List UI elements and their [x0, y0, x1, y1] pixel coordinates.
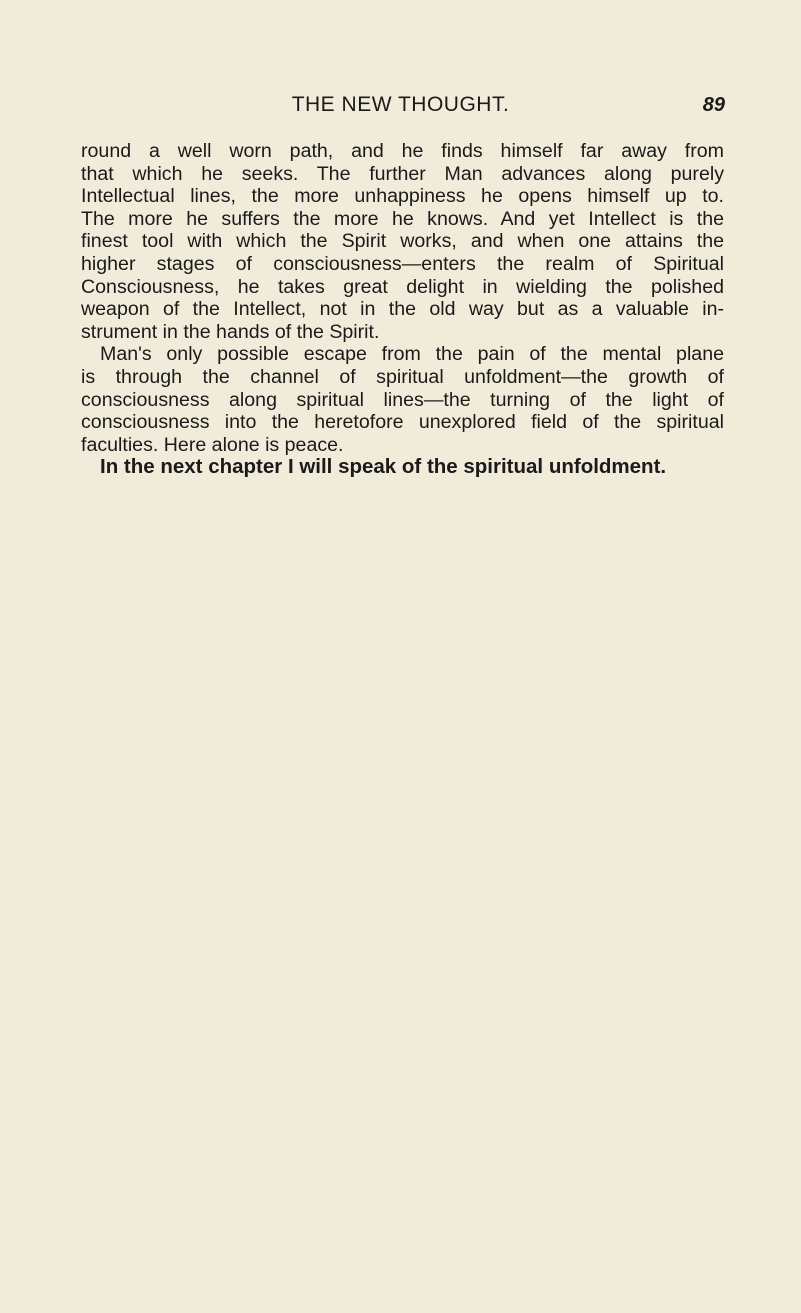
text-line: Intellectual lines, the more unhappiness he opens himself up to. — [81, 185, 724, 208]
paragraph — [81, 456, 724, 479]
running-title: THE NEW THOUGHT. — [291, 93, 510, 116]
page-number: 89 — [702, 94, 725, 116]
text-line: is through the channel of spiritual unfoldment—the growth of — [81, 365, 724, 388]
text-line: round a well worn path, and he finds himself far away from — [81, 140, 724, 162]
text-line: The more he suffers the more he knows. And yet Intellect is the — [81, 207, 724, 230]
text-line: weapon of the Intellect, not in the old way but as a valuable in- — [81, 298, 724, 321]
paragraph — [81, 140, 724, 343]
paragraph — [81, 343, 724, 456]
text-line: finest tool with which the Spirit works, and when one attains the — [81, 230, 724, 253]
text-line: strument in the hands of the Spirit. — [81, 320, 380, 343]
text-line: that which he seeks. The further Man advances along purely — [81, 162, 724, 185]
text-line: In the next chapter I will speak of the spiritual unfoldment. — [100, 455, 667, 479]
text-line: Consciousness, he takes great delight in wielding the polished — [81, 275, 724, 298]
text-line: higher stages of consciousness—enters the realm of Spiritual — [81, 252, 724, 275]
text-line: Man's only possible escape from the pain of the mental plane — [100, 343, 724, 366]
text-line: consciousness into the heretofore unexplored field of the spiritual — [81, 411, 724, 434]
text-line: faculties. Here alone is peace. — [81, 433, 344, 456]
text-line: consciousness along spiritual lines—the turning of the light of — [81, 388, 724, 411]
body-text — [81, 140, 724, 479]
running-head — [0, 90, 801, 120]
